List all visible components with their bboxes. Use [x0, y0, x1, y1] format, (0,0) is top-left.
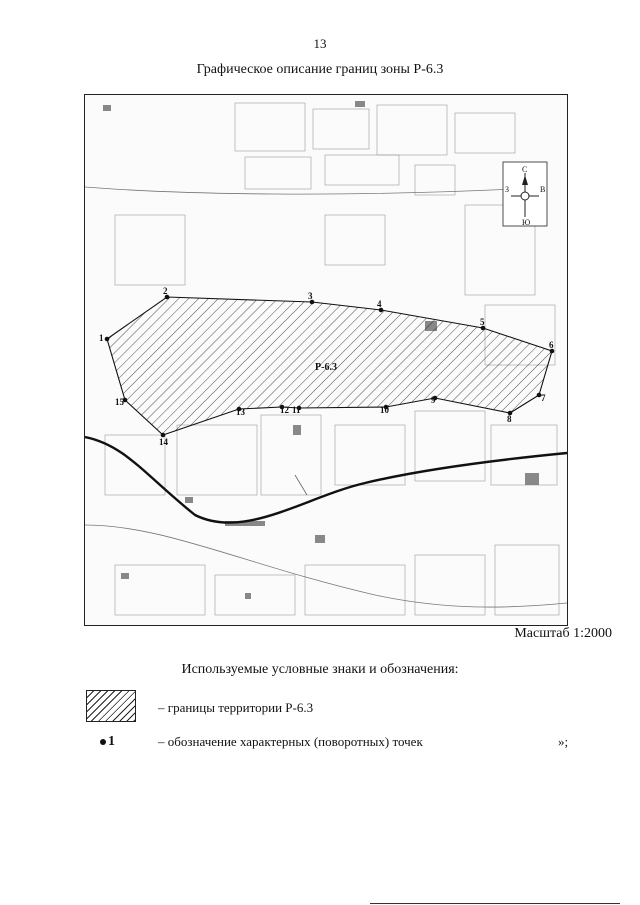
building-block [455, 113, 515, 153]
building-block [261, 415, 321, 495]
building-block [325, 215, 385, 265]
boundary-point [105, 337, 110, 342]
point-label-9: 9 [431, 395, 436, 405]
road-line [85, 187, 515, 194]
legend-point-symbol [100, 734, 115, 750]
point-label-7: 7 [541, 393, 546, 403]
page-number: 13 [313, 36, 327, 51]
point-label-13: 13 [236, 407, 245, 417]
building-block [215, 575, 295, 615]
legend-points-text: – обозначение характерных (поворотных) точек [158, 734, 423, 749]
legend-title: Используемые условные знаки и обозначения: [181, 662, 459, 677]
building-block [177, 425, 257, 495]
point-label-4: 4 [377, 299, 382, 309]
point-label-1: 1 [99, 333, 104, 343]
point-label-15: 15 [115, 397, 124, 407]
building-block [245, 157, 311, 189]
point-label-11: 11 [292, 405, 301, 415]
compass-east: В [540, 185, 546, 194]
building-block [325, 155, 399, 185]
building-block [235, 103, 305, 151]
compass-south: Ю [522, 218, 531, 227]
scale-label: Масштаб 1:2000 [514, 626, 612, 641]
building-block [115, 565, 205, 615]
compass-rose [503, 162, 547, 227]
map-frame [84, 94, 568, 626]
point-label-6: 6 [549, 340, 554, 350]
compass-west: З [505, 185, 510, 194]
legend-boundary-text: – границы территории Р-6.3 [158, 700, 314, 715]
zone-label: Р-6.3 [315, 362, 337, 373]
river [85, 437, 567, 523]
building-block [115, 215, 185, 285]
point-label-2: 2 [163, 286, 168, 296]
road-line [295, 475, 307, 495]
map-canvas [85, 95, 567, 625]
point-label-5: 5 [480, 317, 485, 327]
building-block [415, 165, 455, 195]
point-label-14: 14 [159, 437, 168, 447]
building-block [313, 109, 369, 149]
point-label-3: 3 [308, 291, 313, 301]
building-block [377, 105, 447, 155]
point-label-12: 12 [280, 405, 289, 415]
compass-north: С [522, 165, 528, 174]
legend-tail: »; [558, 734, 569, 749]
legend-hatch-swatch [86, 690, 136, 722]
building-block [105, 435, 165, 495]
map-title: Графическое описание границ зоны Р-6.3 [196, 62, 444, 77]
point-label-8: 8 [507, 414, 512, 424]
point-dot-icon [100, 739, 106, 745]
legend-point-number: 1 [108, 734, 115, 749]
point-label-10: 10 [380, 405, 389, 415]
footer-line [370, 903, 620, 904]
